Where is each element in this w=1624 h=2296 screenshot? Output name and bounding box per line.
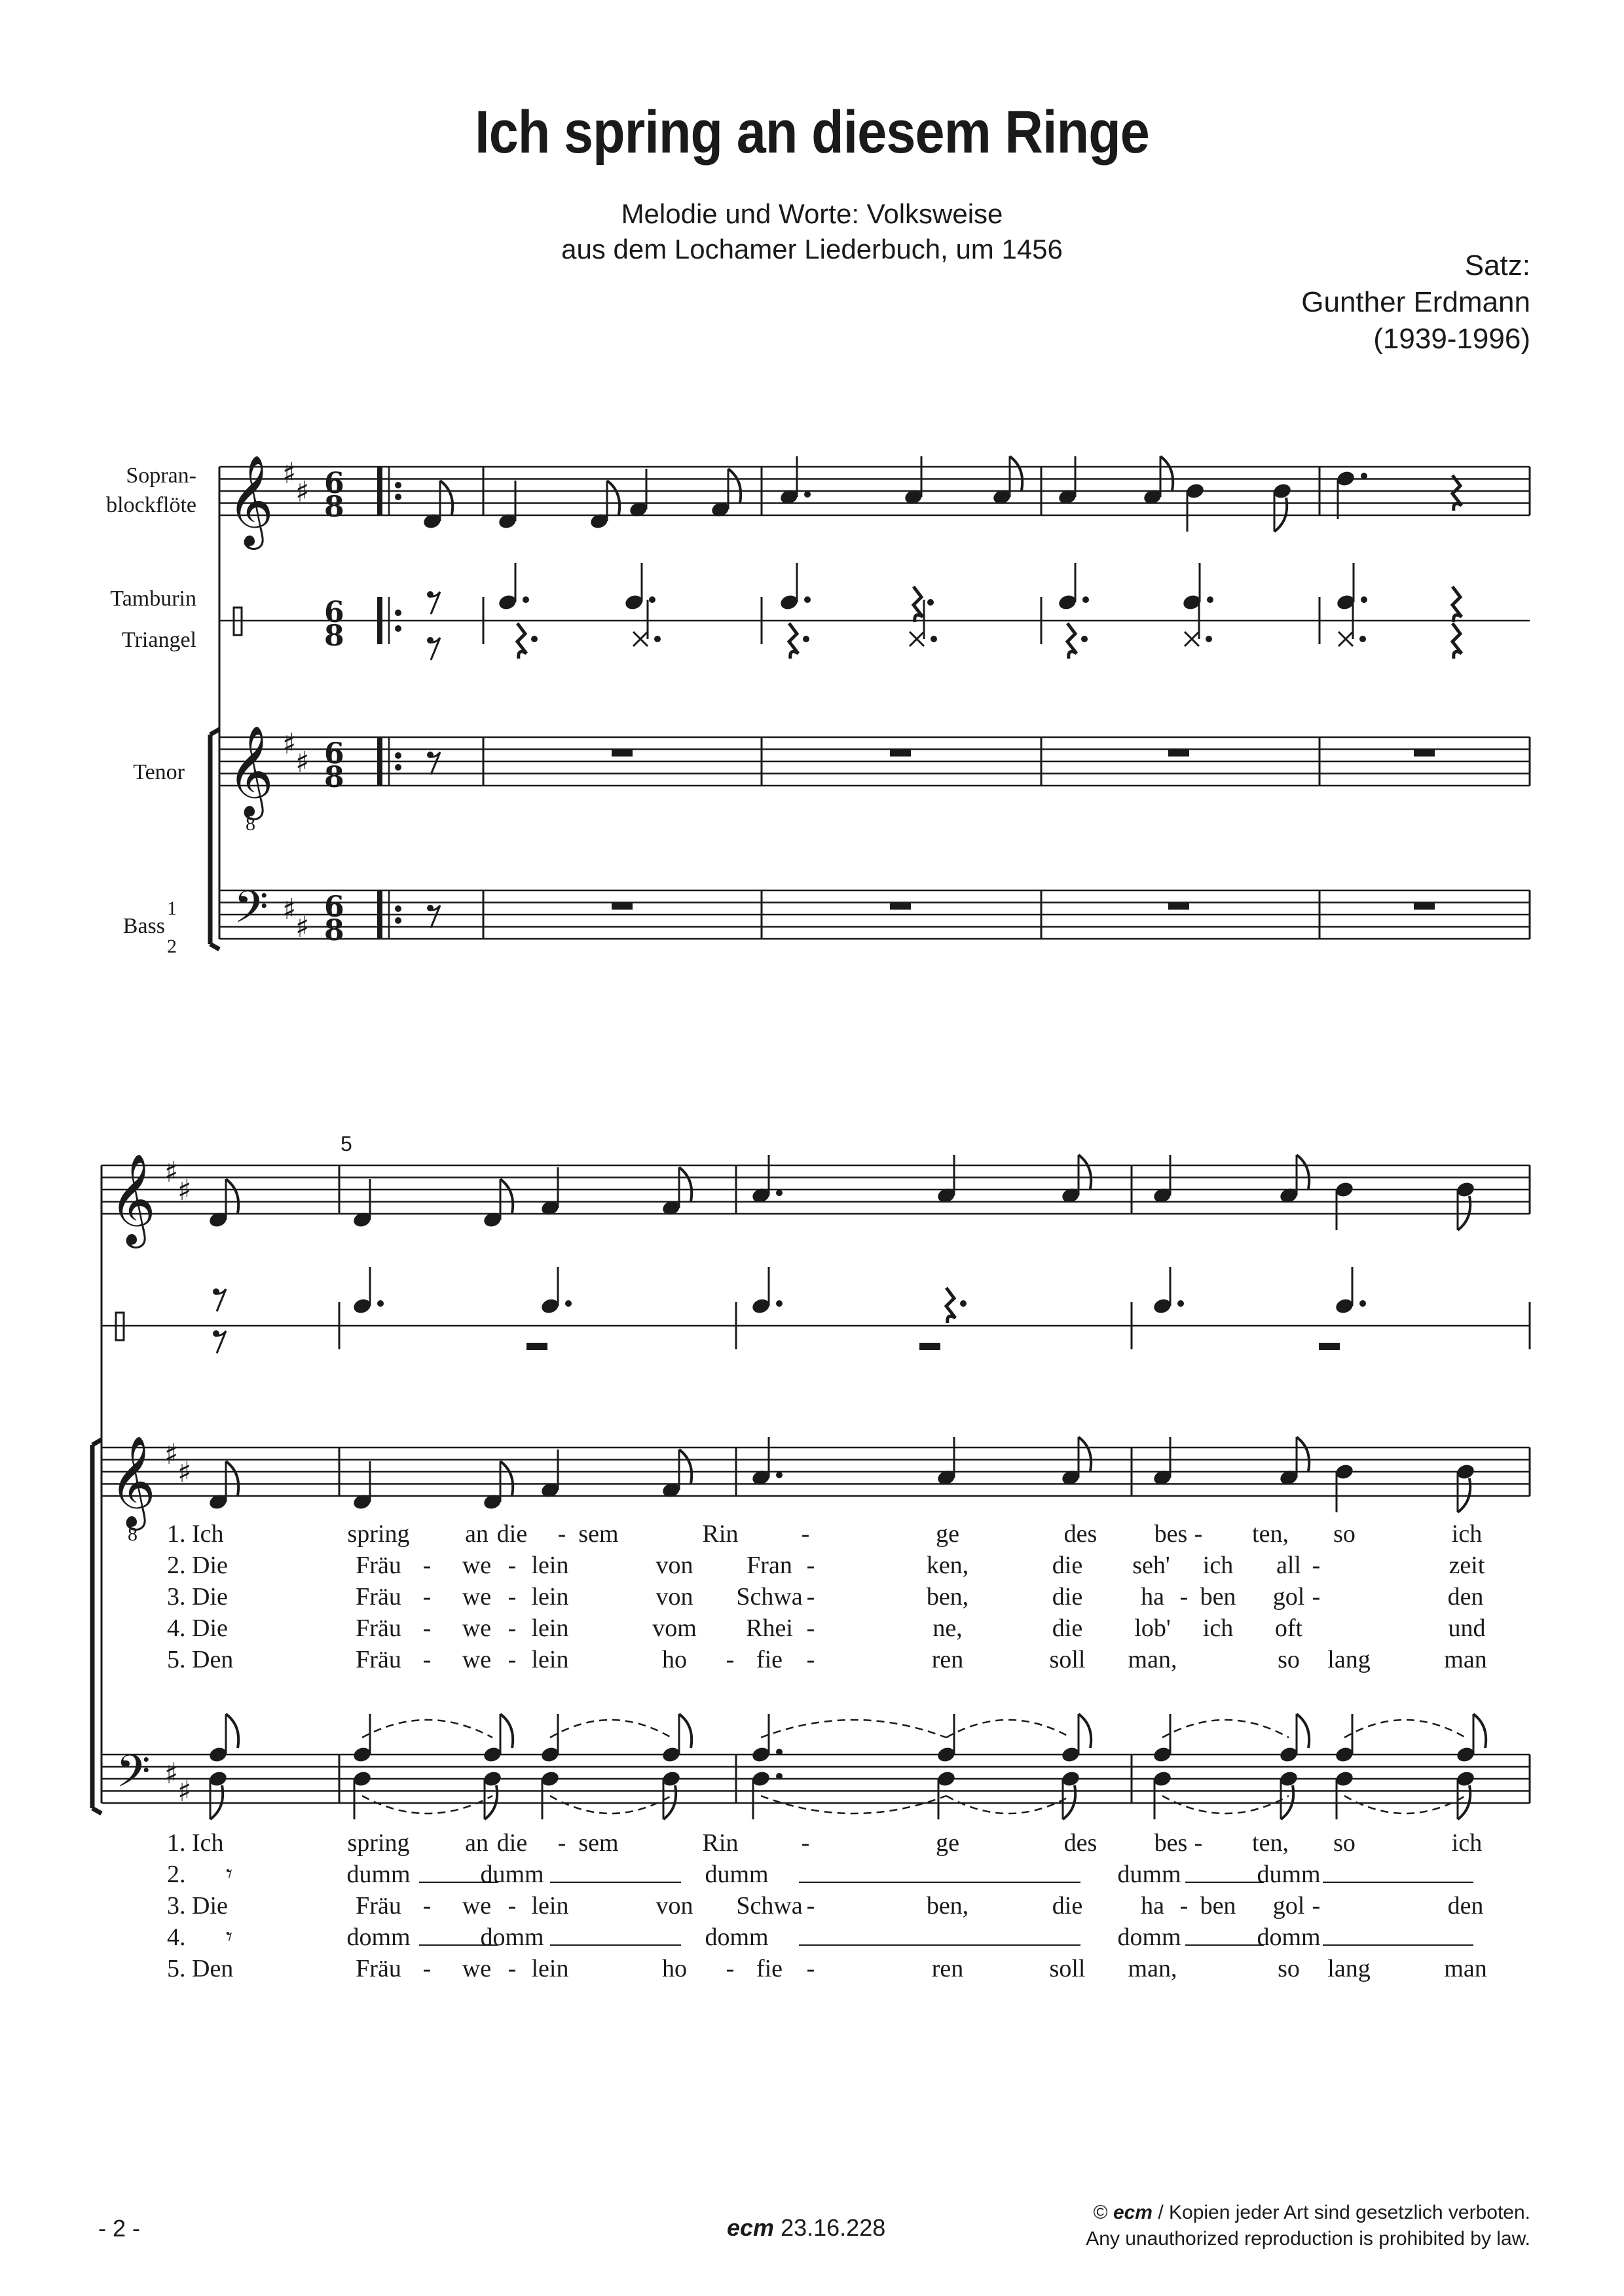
tenor-lyric: die bbox=[1052, 1614, 1083, 1642]
tenor-lyric: ren bbox=[931, 1646, 964, 1673]
bass-lyric: man bbox=[1444, 1955, 1487, 1982]
repeat-dot bbox=[395, 917, 401, 924]
tenor-lyric: lein bbox=[531, 1646, 569, 1673]
time-signature-bottom: 8 bbox=[324, 914, 344, 947]
bass-lyric: - bbox=[557, 1829, 566, 1857]
bass-lyric: ho bbox=[662, 1955, 687, 1982]
bass-lyric: domm bbox=[480, 1923, 544, 1951]
tenor-lyric: - bbox=[806, 1583, 815, 1611]
instrument-label-soprano: Sopran- bbox=[126, 464, 196, 488]
quarter-rest bbox=[1452, 587, 1462, 622]
note-flag bbox=[1079, 1155, 1091, 1189]
tenor-lyric: lein bbox=[531, 1614, 569, 1642]
eighth-rest bbox=[213, 1288, 219, 1295]
dashed-slur bbox=[946, 1720, 1071, 1738]
note-flag bbox=[226, 1461, 238, 1495]
bass-lyric: des bbox=[1063, 1829, 1098, 1857]
eighth-rest bbox=[213, 1330, 219, 1337]
tenor-clef-octave: 8 bbox=[128, 1523, 138, 1545]
note-flag bbox=[607, 481, 619, 515]
copyright-notice bbox=[1086, 2200, 1530, 2252]
tenor-lyric: des bbox=[1063, 1520, 1098, 1548]
bass-lyric: 5. Den bbox=[167, 1955, 234, 1982]
sharp-sign: ♯ bbox=[164, 1438, 179, 1471]
sharp-sign: ♯ bbox=[164, 1757, 179, 1791]
bass-lyric: Fräu bbox=[356, 1955, 401, 1982]
bass-lyric: gol bbox=[1272, 1892, 1305, 1920]
treble-clef: 𝄞 bbox=[109, 1436, 156, 1527]
bass-lyric: bes bbox=[1154, 1829, 1188, 1857]
time-signature-bottom: 8 bbox=[324, 619, 344, 653]
note-dot bbox=[649, 596, 655, 603]
tenor-lyric: von bbox=[655, 1552, 693, 1579]
note-dot bbox=[776, 1773, 783, 1779]
tenor-lyric: - bbox=[507, 1583, 517, 1611]
sharp-sign: ♯ bbox=[177, 1174, 192, 1207]
time-signature-top: 6 bbox=[324, 737, 344, 771]
rest-dot bbox=[531, 636, 538, 642]
whole-rest bbox=[1168, 903, 1189, 910]
tenor-lyric: - bbox=[507, 1552, 517, 1579]
sharp-sign: ♯ bbox=[282, 893, 297, 926]
whole-rest bbox=[1414, 903, 1435, 910]
bass-lyric: we bbox=[462, 1955, 492, 1982]
bass-lyric: - bbox=[422, 1955, 432, 1982]
time-signature-top: 6 bbox=[324, 467, 344, 500]
instrument-label-bass-div: 1 bbox=[167, 898, 177, 919]
tenor-lyric: we bbox=[462, 1583, 492, 1611]
tenor-lyric: fie bbox=[756, 1646, 783, 1673]
note-flag bbox=[728, 469, 741, 503]
note-flag bbox=[500, 1714, 513, 1748]
tenor-lyric: ich bbox=[1202, 1552, 1234, 1579]
whole-rest bbox=[1414, 750, 1435, 757]
quarter-rest bbox=[913, 587, 923, 622]
whole-rest bbox=[890, 903, 911, 910]
bass-lyric: 1. Ich bbox=[167, 1829, 224, 1857]
bass-lyric: domm bbox=[705, 1923, 769, 1951]
bass-lyric: ich bbox=[1451, 1829, 1483, 1857]
bass-clef: 𝄢 bbox=[116, 1746, 151, 1808]
whole-rest bbox=[1168, 750, 1189, 757]
whole-rest bbox=[919, 1343, 940, 1350]
eighth-rest bbox=[427, 905, 434, 911]
quarter-rest bbox=[517, 623, 526, 659]
instrument-label-bass: Bass bbox=[122, 914, 165, 938]
note-flag bbox=[440, 481, 452, 515]
whole-rest bbox=[612, 903, 633, 910]
bass-lyric: fie bbox=[756, 1955, 783, 1982]
bass-lyric: lein bbox=[531, 1892, 569, 1920]
note-dot bbox=[804, 491, 811, 498]
quarter-rest bbox=[1067, 623, 1077, 659]
treble-clef: 𝄞 bbox=[227, 725, 274, 816]
time-signature-top: 6 bbox=[324, 890, 344, 924]
eighth-rest bbox=[427, 637, 434, 644]
tenor-lyric: ben bbox=[1200, 1583, 1236, 1611]
bass-lyric: so bbox=[1333, 1829, 1356, 1857]
copyright-line-2: Any unauthorized reproduction is prohibited by law. bbox=[1086, 2228, 1530, 2250]
catalog-prefix: ecm bbox=[727, 2214, 775, 2241]
tenor-lyric: so bbox=[1333, 1520, 1356, 1548]
dashed-slur bbox=[1162, 1720, 1289, 1738]
repeat-dot bbox=[395, 482, 401, 488]
bass-lyric: we bbox=[462, 1892, 492, 1920]
bass-lyric: dumm bbox=[346, 1861, 411, 1888]
note-flag bbox=[1297, 1155, 1309, 1189]
bass-lyric: domm bbox=[1117, 1923, 1181, 1951]
copyright-line-1: / Kopien jeder Art sind gesetzlich verboten. bbox=[1158, 2202, 1530, 2223]
tenor-lyric: 3. Die bbox=[167, 1583, 228, 1611]
dashed-slur bbox=[761, 1720, 946, 1738]
rest-dot bbox=[927, 599, 934, 606]
tenor-clef-octave: 8 bbox=[246, 813, 255, 835]
note-flag bbox=[1297, 1437, 1309, 1471]
treble-clef: 𝄞 bbox=[227, 455, 274, 546]
note-dot bbox=[1359, 1300, 1366, 1307]
bass-lyric: an bbox=[465, 1829, 489, 1857]
dashed-slur bbox=[550, 1796, 671, 1813]
bass-lyric: 4. bbox=[167, 1923, 186, 1951]
note-dot bbox=[776, 1472, 783, 1478]
tenor-lyric: ben, bbox=[926, 1583, 969, 1611]
dashed-slur bbox=[946, 1796, 1071, 1813]
note-dot bbox=[523, 596, 529, 603]
sharp-sign: ♯ bbox=[295, 911, 310, 944]
sharp-sign: ♯ bbox=[164, 1156, 179, 1189]
repeat-dot bbox=[395, 752, 401, 759]
tenor-lyric: Fräu bbox=[356, 1583, 401, 1611]
note-dot bbox=[1359, 636, 1366, 642]
tenor-lyric: die bbox=[1052, 1583, 1083, 1611]
tenor-lyric: Rin bbox=[702, 1520, 739, 1548]
note-dot bbox=[1361, 473, 1367, 479]
bass-lyric: den bbox=[1447, 1892, 1484, 1920]
tenor-lyric: von bbox=[655, 1583, 693, 1611]
note-dot bbox=[1206, 636, 1212, 642]
tenor-lyric: - bbox=[801, 1520, 810, 1548]
tenor-lyric: zeit bbox=[1449, 1552, 1485, 1579]
bass-lyric: man, bbox=[1128, 1955, 1177, 1982]
bass-lyric: ben bbox=[1200, 1892, 1236, 1920]
repeat-dot bbox=[395, 494, 401, 500]
note-flag bbox=[1079, 1714, 1091, 1748]
note-flag bbox=[679, 1449, 692, 1484]
bass-lyric: - bbox=[507, 1955, 517, 1982]
tenor-lyric: - bbox=[507, 1614, 517, 1642]
bass-lyric: Schwa bbox=[736, 1892, 803, 1920]
bass-clef: 𝄢 bbox=[234, 882, 268, 944]
tenor-lyric: und bbox=[1448, 1614, 1486, 1642]
tenor-lyric: ge bbox=[936, 1520, 959, 1548]
note-flag bbox=[226, 1179, 238, 1213]
tenor-lyric: we bbox=[462, 1614, 492, 1642]
repeat-dot bbox=[395, 764, 401, 771]
note-flag bbox=[1160, 456, 1173, 490]
note-dot bbox=[1361, 596, 1367, 603]
tenor-lyric: bes bbox=[1154, 1520, 1188, 1548]
bass-lyric: Fräu bbox=[356, 1892, 401, 1920]
dashed-slur bbox=[362, 1720, 492, 1738]
tenor-lyric: oft bbox=[1274, 1614, 1303, 1642]
whole-rest bbox=[1319, 1343, 1340, 1350]
quarter-rest bbox=[946, 1288, 955, 1323]
tenor-lyric: so bbox=[1278, 1646, 1300, 1673]
tenor-lyric: ken, bbox=[926, 1552, 969, 1579]
bass-lyric: ge bbox=[936, 1829, 959, 1857]
sharp-sign: ♯ bbox=[177, 1456, 192, 1489]
instrument-label-tamburin: Tamburin bbox=[110, 587, 196, 611]
tenor-lyric: sem bbox=[578, 1520, 619, 1548]
repeat-dot bbox=[395, 905, 401, 912]
bass-lyric: dumm bbox=[705, 1861, 769, 1888]
bass-lyric: soll bbox=[1049, 1955, 1086, 1982]
copyright-brand: ecm bbox=[1113, 2202, 1153, 2223]
tenor-lyric: die bbox=[1052, 1552, 1083, 1579]
tenor-lyric: - bbox=[726, 1646, 735, 1673]
note-dot bbox=[776, 1190, 783, 1196]
bass-lyric: lang bbox=[1327, 1955, 1371, 1982]
sharp-sign: ♯ bbox=[295, 746, 310, 779]
note-dot bbox=[377, 1300, 384, 1307]
note-dot bbox=[654, 636, 661, 642]
bass-lyric: - bbox=[507, 1892, 517, 1920]
note-dot bbox=[776, 1300, 783, 1307]
tenor-lyric: 2. Die bbox=[167, 1552, 228, 1579]
note-flag bbox=[1010, 456, 1022, 490]
bass-lyric: - bbox=[806, 1955, 815, 1982]
tenor-lyric: 1. Ich bbox=[167, 1520, 224, 1548]
arranger-name: Gunther Erdmann bbox=[1301, 286, 1530, 318]
page-title: Ich spring an diesem Ringe bbox=[475, 99, 1149, 166]
sharp-sign: ♯ bbox=[282, 457, 297, 490]
tenor-lyric: Fräu bbox=[356, 1646, 401, 1673]
tenor-lyric: - bbox=[422, 1614, 432, 1642]
instrument-label-soprano: blockflöte bbox=[106, 493, 196, 517]
tenor-lyric: - bbox=[422, 1583, 432, 1611]
tenor-lyric: lang bbox=[1327, 1646, 1371, 1673]
bass-lyric: lein bbox=[531, 1955, 569, 1982]
dashed-slur bbox=[1162, 1796, 1289, 1813]
bass-lyric: ha bbox=[1141, 1892, 1164, 1920]
bass-lyric: dumm bbox=[1257, 1861, 1321, 1888]
note-flag bbox=[679, 1167, 692, 1201]
whole-rest bbox=[612, 750, 633, 757]
note-dot bbox=[1082, 596, 1089, 603]
time-signature-bottom: 8 bbox=[324, 490, 344, 524]
note-dot bbox=[565, 1300, 572, 1307]
tenor-lyric: den bbox=[1447, 1583, 1484, 1611]
bass-lyric: 𝄾 bbox=[225, 1923, 233, 1951]
sharp-sign: ♯ bbox=[282, 727, 297, 761]
bass-lyric: 2. bbox=[167, 1861, 186, 1888]
tenor-lyric: - bbox=[1312, 1583, 1321, 1611]
page-number: - 2 - bbox=[98, 2215, 141, 2242]
tenor-lyric: - bbox=[557, 1520, 566, 1548]
time-signature-bottom: 8 bbox=[324, 761, 344, 794]
dashed-slur bbox=[1344, 1720, 1466, 1738]
bass-lyric: ben, bbox=[926, 1892, 969, 1920]
tenor-lyric: lein bbox=[531, 1552, 569, 1579]
sharp-sign: ♯ bbox=[177, 1775, 192, 1808]
bass-lyric: die bbox=[1052, 1892, 1083, 1920]
note-dot bbox=[931, 636, 937, 642]
treble-clef: 𝄞 bbox=[109, 1154, 156, 1245]
eighth-rest bbox=[427, 752, 434, 758]
note-dot bbox=[776, 1749, 783, 1755]
catalog-number-value: 23.16.228 bbox=[781, 2214, 886, 2241]
bass-lyric: dumm bbox=[1117, 1861, 1181, 1888]
bass-lyric: ren bbox=[931, 1955, 964, 1982]
tenor-lyric: Fräu bbox=[356, 1552, 401, 1579]
tenor-lyric: we bbox=[462, 1552, 492, 1579]
note-flag bbox=[1297, 1714, 1309, 1748]
bass-lyric: domm bbox=[1257, 1923, 1321, 1951]
tenor-lyric: an bbox=[465, 1520, 489, 1548]
whole-rest bbox=[526, 1343, 547, 1350]
tenor-lyric: seh' bbox=[1132, 1552, 1170, 1579]
bass-lyric: domm bbox=[346, 1923, 411, 1951]
bass-lyric: so bbox=[1278, 1955, 1300, 1982]
bass-lyric: - bbox=[806, 1892, 815, 1920]
bass-lyric: von bbox=[655, 1892, 693, 1920]
tenor-lyric: 5. Den bbox=[167, 1646, 234, 1673]
tenor-lyric: gol bbox=[1272, 1583, 1305, 1611]
tenor-lyric: vom bbox=[652, 1614, 697, 1642]
note-flag bbox=[500, 1461, 513, 1495]
tenor-lyric: ho bbox=[662, 1646, 687, 1673]
note-dot bbox=[1177, 1300, 1184, 1307]
catalog-number bbox=[727, 2214, 885, 2242]
tenor-lyric: ich bbox=[1451, 1520, 1483, 1548]
tenor-lyric: ne, bbox=[932, 1614, 963, 1642]
quarter-rest bbox=[1452, 475, 1462, 511]
tenor-lyric: - bbox=[507, 1646, 517, 1673]
subtitle-line-2: aus dem Lochamer Liederbuch, um 1456 bbox=[561, 234, 1063, 264]
tenor-lyric: man bbox=[1444, 1646, 1487, 1673]
quarter-rest bbox=[1452, 623, 1462, 659]
bass-lyric: - bbox=[1179, 1892, 1189, 1920]
quarter-rest bbox=[789, 623, 798, 659]
note-flag bbox=[679, 1714, 692, 1748]
tenor-lyric: Fräu bbox=[356, 1614, 401, 1642]
bass-lyric: 𝄾 bbox=[225, 1861, 233, 1888]
sharp-sign: ♯ bbox=[295, 475, 310, 509]
tenor-lyric: Schwa bbox=[736, 1583, 803, 1611]
tenor-lyric: man, bbox=[1128, 1646, 1177, 1673]
repeat-dot bbox=[395, 625, 401, 632]
bass-lyric: ten, bbox=[1252, 1829, 1289, 1857]
arranger-label: Satz: bbox=[1464, 249, 1530, 282]
bass-lyric: spring bbox=[347, 1829, 410, 1857]
dashed-slur bbox=[761, 1796, 946, 1813]
tenor-lyric: Rhei bbox=[746, 1614, 793, 1642]
choir-bracket bbox=[92, 1440, 101, 1813]
note-flag bbox=[500, 1179, 513, 1213]
tenor-lyric: die bbox=[496, 1520, 528, 1548]
tenor-lyric: - bbox=[1194, 1520, 1203, 1548]
dashed-slur bbox=[1344, 1796, 1466, 1813]
tenor-lyric: spring bbox=[347, 1520, 410, 1548]
bass-lyric: die bbox=[496, 1829, 528, 1857]
note-flag bbox=[1473, 1714, 1486, 1748]
arranger-dates: (1939-1996) bbox=[1373, 323, 1530, 355]
measure-number: 5 bbox=[341, 1132, 352, 1156]
tenor-lyric: - bbox=[1179, 1583, 1189, 1611]
subtitle-line-1: Melodie und Worte: Volksweise bbox=[621, 198, 1003, 229]
tenor-lyric: - bbox=[806, 1552, 815, 1579]
instrument-label-tenor: Tenor bbox=[133, 760, 185, 784]
tenor-lyric: - bbox=[422, 1646, 432, 1673]
tenor-lyric: ha bbox=[1141, 1583, 1164, 1611]
bass-lyric: - bbox=[1194, 1829, 1203, 1857]
tenor-lyric: - bbox=[806, 1614, 815, 1642]
tenor-lyric: Fran bbox=[747, 1552, 792, 1579]
bass-lyric: - bbox=[726, 1955, 735, 1982]
bass-lyric: - bbox=[1312, 1892, 1321, 1920]
bass-lyric: - bbox=[422, 1892, 432, 1920]
choir-bracket bbox=[210, 729, 219, 949]
dashed-slur bbox=[550, 1720, 671, 1738]
tenor-lyric: - bbox=[1312, 1552, 1321, 1579]
copyright-symbol: © bbox=[1093, 2202, 1108, 2223]
bass-lyric: sem bbox=[578, 1829, 619, 1857]
tenor-lyric: we bbox=[462, 1646, 492, 1673]
time-signature-top: 6 bbox=[324, 596, 344, 629]
bass-lyric: - bbox=[801, 1829, 810, 1857]
note-dot bbox=[804, 596, 811, 603]
tenor-lyric: 4. Die bbox=[167, 1614, 228, 1642]
note-flag bbox=[1079, 1437, 1091, 1471]
bass-lyric: 3. Die bbox=[167, 1892, 228, 1920]
note-flag bbox=[226, 1714, 238, 1748]
tenor-lyric: lob' bbox=[1134, 1614, 1171, 1642]
bass-lyric: Rin bbox=[702, 1829, 739, 1857]
tenor-lyric: - bbox=[806, 1646, 815, 1673]
bass-lyric: dumm bbox=[480, 1861, 544, 1888]
tenor-lyric: ich bbox=[1202, 1614, 1234, 1642]
instrument-label-bass-div: 2 bbox=[167, 936, 177, 957]
eighth-rest bbox=[427, 591, 434, 598]
tenor-lyric: ten, bbox=[1252, 1520, 1289, 1548]
tenor-lyric: all bbox=[1276, 1552, 1301, 1579]
note-dot bbox=[1207, 596, 1213, 603]
dashed-slur bbox=[362, 1796, 492, 1813]
tenor-lyric: lein bbox=[531, 1583, 569, 1611]
instrument-label-triangel: Triangel bbox=[122, 628, 196, 652]
whole-rest bbox=[890, 750, 911, 757]
tenor-lyric: soll bbox=[1049, 1646, 1086, 1673]
rest-dot bbox=[960, 1300, 967, 1307]
tenor-lyric: - bbox=[422, 1552, 432, 1579]
repeat-dot bbox=[395, 610, 401, 616]
rest-dot bbox=[803, 636, 809, 642]
rest-dot bbox=[1081, 636, 1088, 642]
